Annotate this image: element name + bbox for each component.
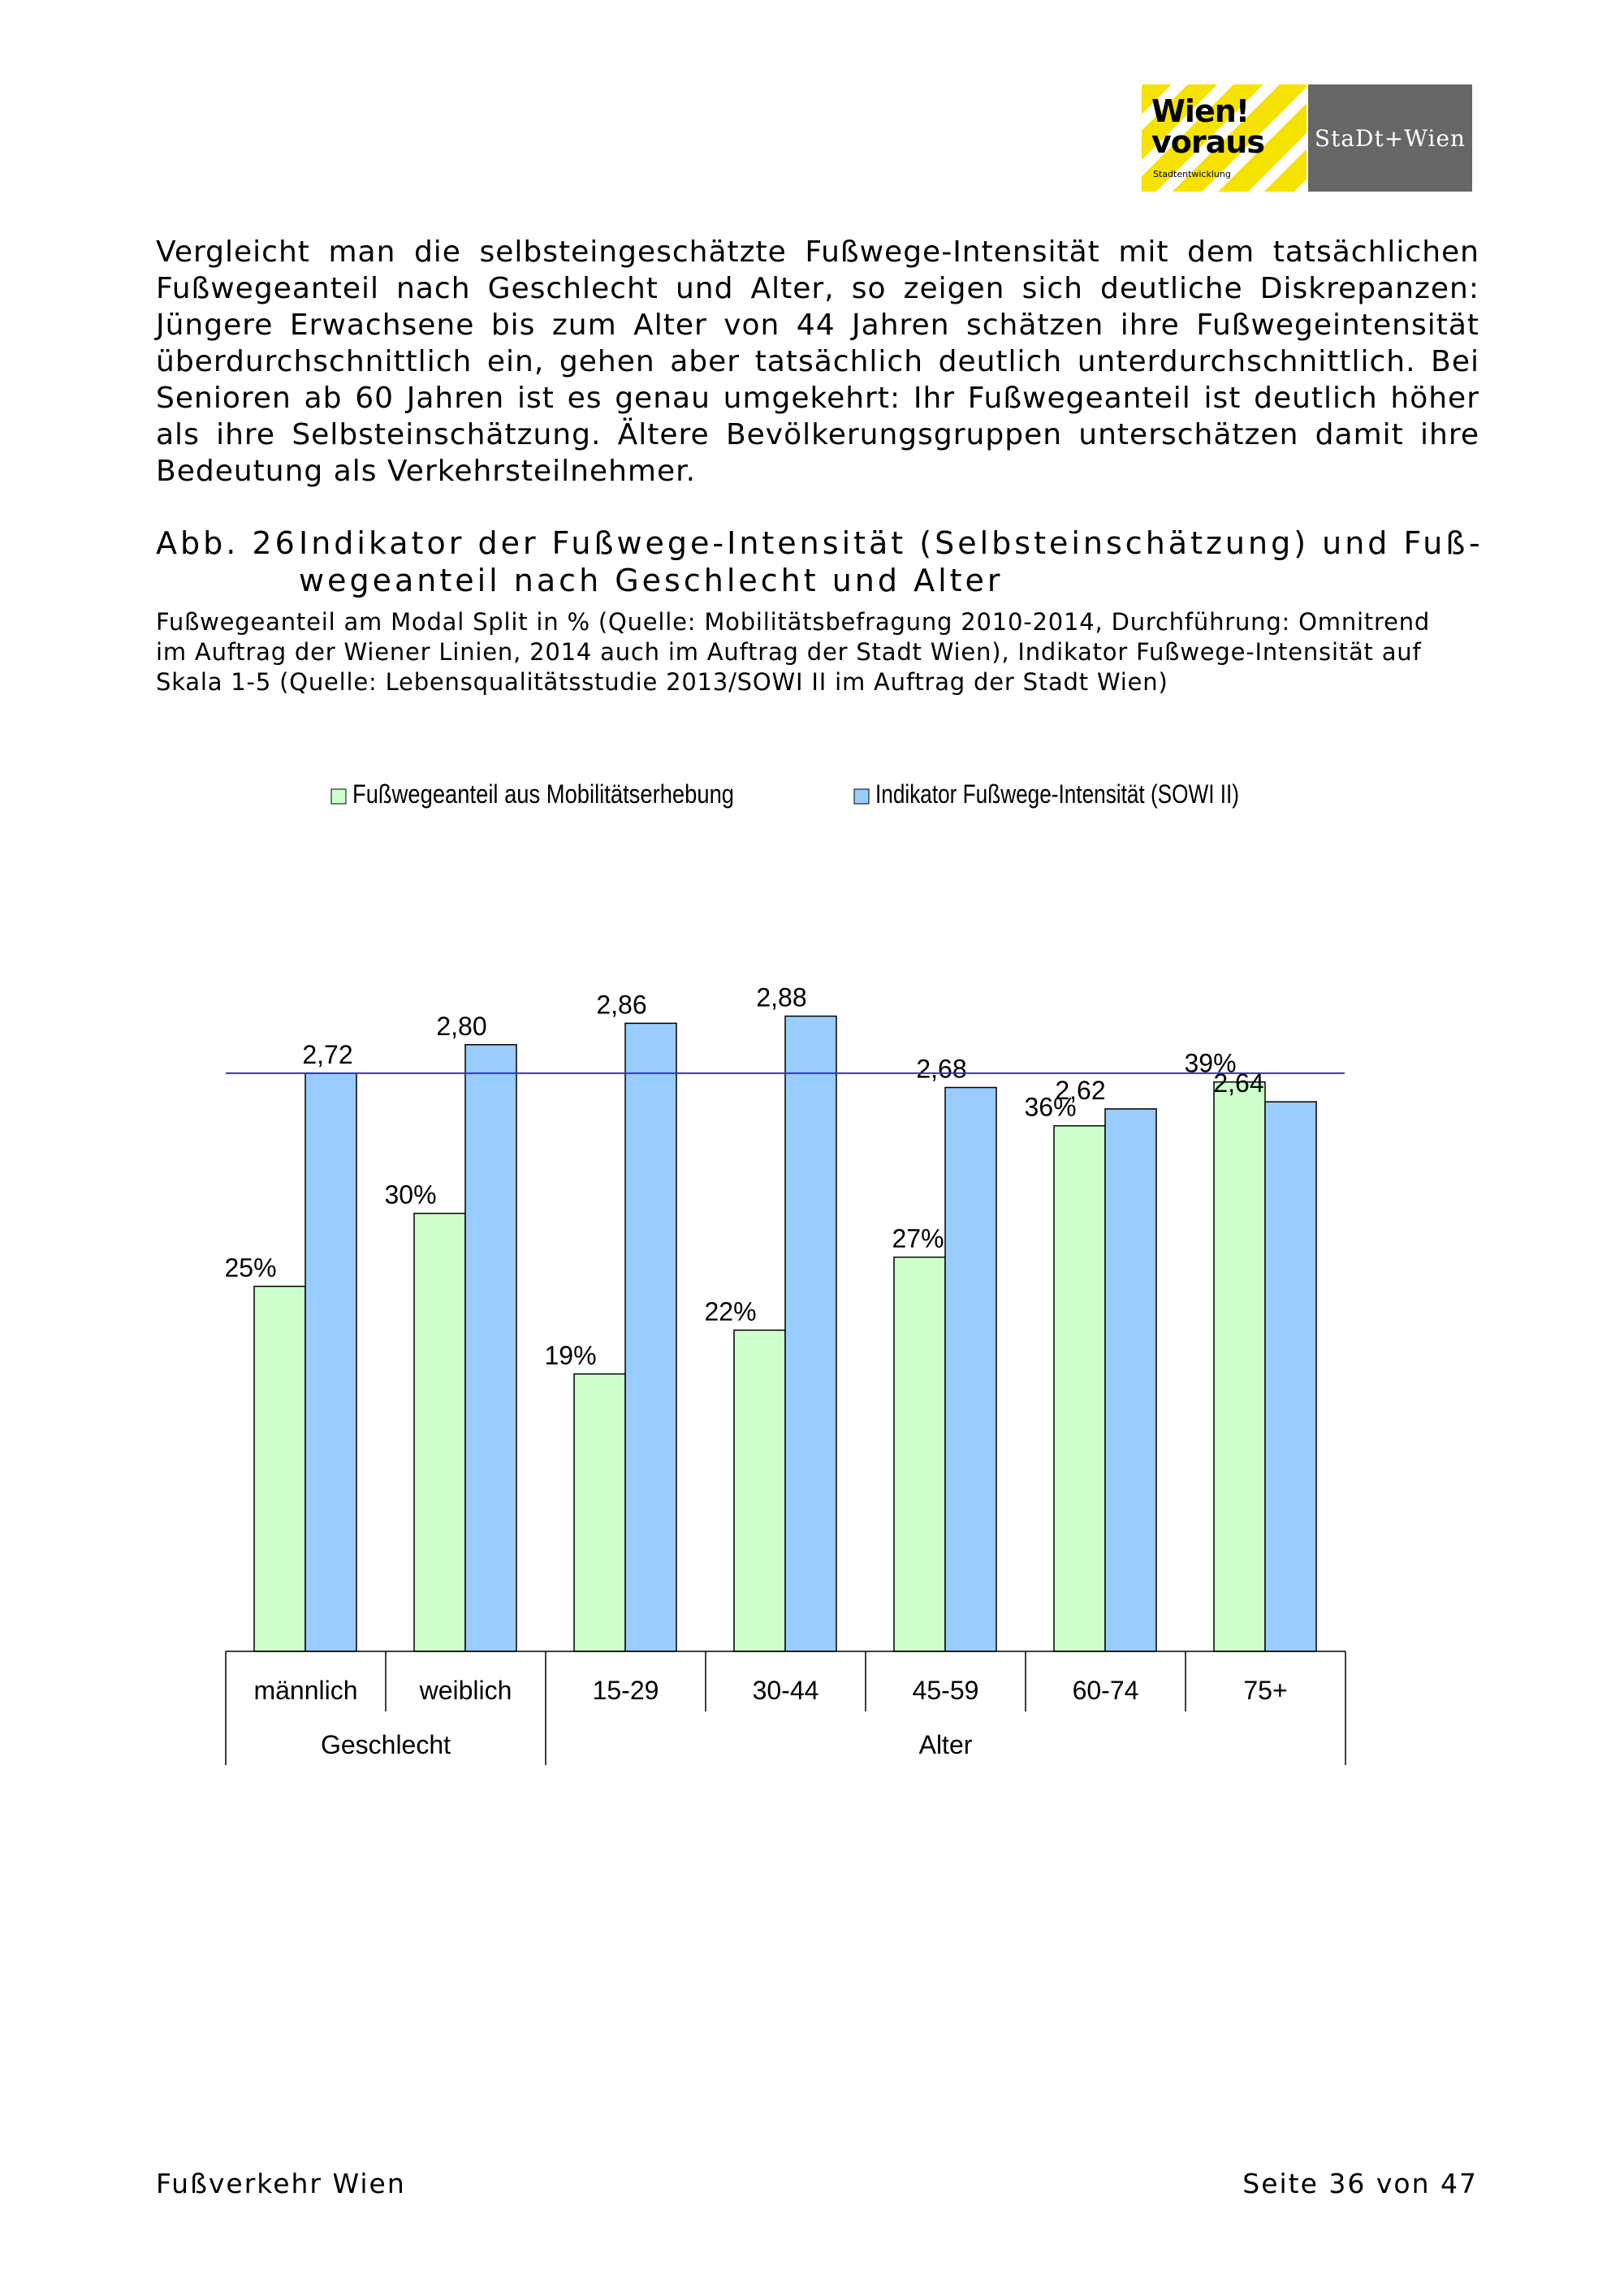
data-label-fusswegeanteil-1: 25% (224, 1253, 277, 1283)
bar-fusswegeanteil-3 (574, 1374, 625, 1651)
logo-line-3: Stadtentwicklung (1153, 169, 1231, 179)
bar-fusswegeanteil-1 (254, 1286, 305, 1651)
data-label-intensitaet-5: 2,68 (916, 1054, 967, 1084)
data-label-fusswegeanteil-5: 27% (892, 1224, 944, 1254)
chart-legend (331, 779, 1239, 809)
data-label-intensitaet-4: 2,88 (756, 982, 807, 1012)
figure-title-line-2: wegeanteil nach Geschlecht und Alter (299, 563, 1004, 598)
figure-label: Abb. 26 (156, 525, 298, 561)
category-label-6: 60-74 (1072, 1676, 1139, 1705)
category-label-7: 75+ (1243, 1676, 1288, 1705)
bar-fusswegeanteil-5 (894, 1257, 945, 1651)
logo-line-2: voraus (1151, 124, 1264, 160)
bar-intensitaet-5 (945, 1088, 996, 1651)
data-label-fusswegeanteil-3: 19% (544, 1340, 597, 1370)
footer-page-number: Seite 36 von 47 (1242, 2168, 1478, 2199)
bar-fusswegeanteil-6 (1054, 1126, 1105, 1651)
bar-intensitaet-3 (625, 1023, 676, 1651)
data-label-intensitaet-3: 2,86 (596, 990, 647, 1020)
bar-intensitaet-6 (1105, 1109, 1156, 1651)
data-label-intensitaet-7: 2,64 (1213, 1068, 1264, 1098)
bar-intensitaet-1 (305, 1073, 356, 1651)
footer-document-title: Fußverkehr Wien (156, 2168, 406, 2199)
data-label-fusswegeanteil-4: 22% (704, 1297, 757, 1327)
data-label-fusswegeanteil-2: 30% (384, 1180, 437, 1210)
bar-fusswegeanteil-2 (414, 1214, 465, 1651)
bar-fusswegeanteil-7 (1214, 1082, 1265, 1651)
legend-label-2: Indikator Fußwege-Intensität (SOWI II) (875, 779, 1239, 809)
category-label-5: 45-59 (912, 1676, 979, 1705)
data-label-fusswegeanteil-6: 36% (1024, 1092, 1077, 1122)
figure-source-note: Fußwegeanteil am Modal Split in % (Quelle: Mobilitätsbefragung 2010-2014, Durchführung: Omnitrend im Auftrag der Wiener Linien, 2014 auch im Auftrag der Stadt Wien), Indikator Fußwege-Intensität auf Skala 1-5 (Quelle: Lebensqualitätsstudie 2013/SOWI II im Auftrag der Stadt Wien) (156, 608, 1431, 696)
category-label-3: 15-29 (592, 1676, 659, 1705)
logo-line-1: Wien! (1151, 93, 1250, 129)
legend-swatch-1 (331, 789, 346, 804)
bar-intensitaet-4 (785, 1016, 836, 1651)
data-label-fusswegeanteil-7: 39% (1184, 1048, 1237, 1078)
bar-fusswegeanteil-4 (734, 1330, 785, 1651)
category-axis (226, 1651, 1345, 1765)
data-label-intensitaet-1: 2,72 (302, 1039, 353, 1069)
figure-title-line-1: Indikator der Fußwege-Intensität (Selbsteinschätzung) und Fuß- (299, 525, 1484, 561)
chart-bars (224, 983, 1345, 1651)
legend-swatch-2 (854, 789, 869, 804)
group-label-1: Geschlecht (320, 1730, 451, 1759)
data-label-intensitaet-2: 2,80 (436, 1011, 487, 1041)
group-label-2: Alter (918, 1730, 973, 1759)
category-label-2: weiblich (419, 1676, 512, 1705)
bar-intensitaet-7 (1265, 1102, 1316, 1651)
bar-intensitaet-2 (465, 1045, 516, 1651)
category-label-4: 30-44 (752, 1676, 819, 1705)
data-label-intensitaet-6: 2,62 (1055, 1075, 1106, 1105)
stadt-wien-logo: StaDt+Wien (1308, 84, 1472, 192)
legend-label-1: Fußwegeanteil aus Mobilitätserhebung (352, 779, 734, 809)
category-label-1: männlich (253, 1676, 358, 1705)
body-paragraph: Vergleicht man die selbsteingeschätzte Fußwege-Intensität mit dem tatsächlichen Fußwegeanteil nach Geschlecht und Alter, so zeigen sich deutliche Diskrepanzen: Jüngere Erwachsene bis zum Alter von 44 Jahren schätzen ihre Fußwegeintensität überdurchschnittlich ein, gehen aber tatsächlich deutlich unterdurchschnittlich. Bei Senioren ab 60 Jahren ist es genau umgekehrt: Ihr Fußwegeanteil ist deutlich höher als ihre Selbsteinschätzung. Ältere Bevölkerungsgruppen unterschätzen damit ihre Bedeutung als Verkehrsteilnehmer. (156, 235, 1479, 488)
